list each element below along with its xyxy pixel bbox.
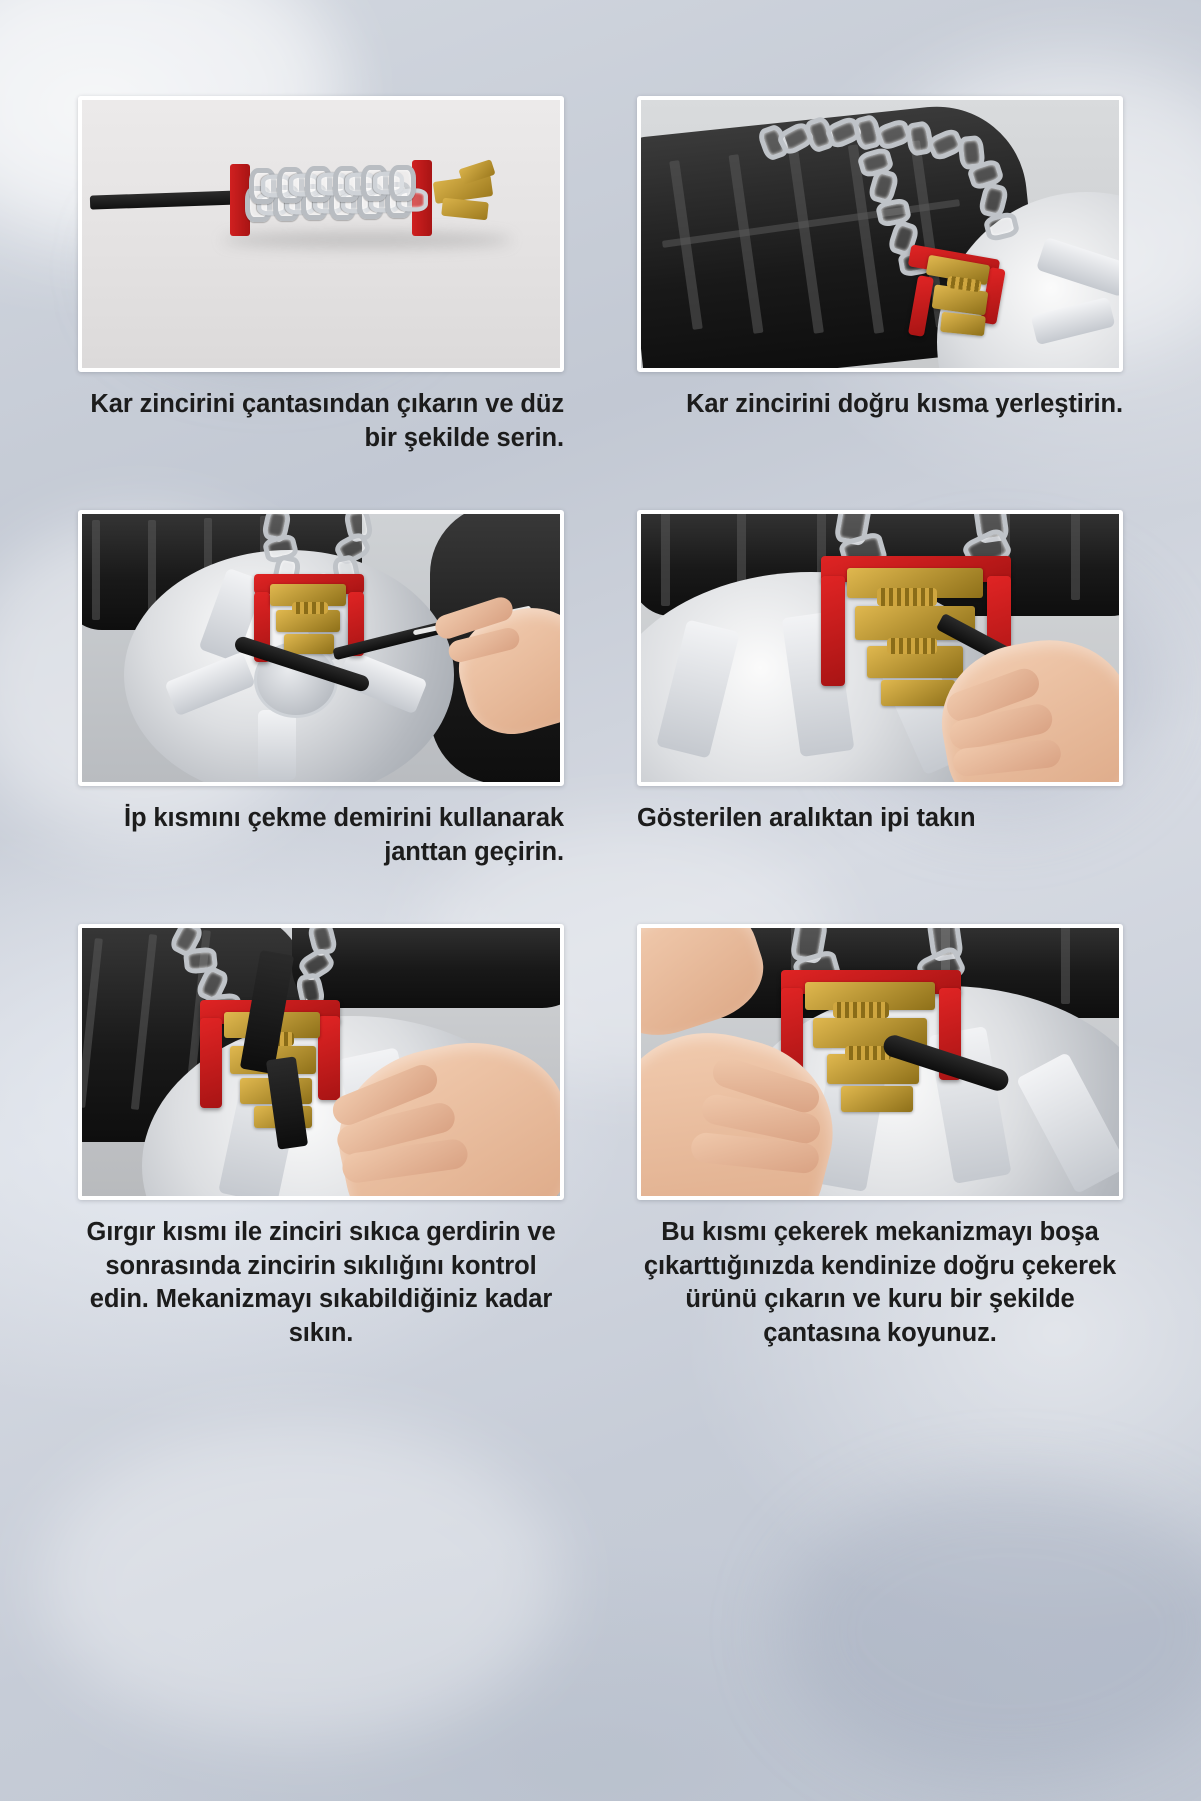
step-caption-3: İp kısmını çekme demirini kullanarak janttan geçirin.	[123, 803, 564, 866]
snow-chain-laid-flat-photo	[78, 96, 564, 372]
release-mechanism-photo	[637, 924, 1123, 1200]
step-card-1	[78, 96, 564, 456]
chain-links	[245, 172, 417, 230]
rope-through-rim-photo	[78, 510, 564, 786]
steps-row-3	[78, 924, 1123, 1352]
step-card-2	[637, 96, 1123, 422]
background-blob	[781, 1481, 1201, 1781]
step-card-5	[78, 924, 564, 1352]
step-caption-6: Bu kısmı çekerek mekanizmayı boşa çıkarttığınızda kendinize doğru çekerek ürünü çıkarın ve kuru bir şekilde çantasına koyunuz.	[643, 1217, 1117, 1348]
steps-row-1	[78, 96, 1123, 456]
background-blob	[40, 1421, 560, 1741]
step-card-3	[78, 510, 564, 870]
tighten-ratchet-photo	[78, 924, 564, 1200]
step-caption-2: Kar zincirini doğru kısma yerleştirin.	[686, 390, 1123, 418]
step-caption-4: Gösterilen aralıktan ipi takın	[637, 803, 976, 832]
step-card-6	[637, 924, 1123, 1352]
step-card-4	[637, 510, 1123, 836]
ratchet-mechanism	[430, 160, 502, 238]
step-caption-5: Gırgır kısmı ile zinciri sıkıca gerdirin ve sonrasında zincirin sıkılığını kontrol edin. Mekanizmayı sıkabildiğiniz kadar sıkın.	[86, 1217, 556, 1348]
insert-rope-in-gap-photo	[637, 510, 1123, 786]
step-caption-1: Kar zincirini çantasından çıkarın ve düz bir şekilde serin.	[90, 390, 564, 452]
steps-row-2	[78, 510, 1123, 870]
chain-placed-on-tyre-photo	[637, 96, 1123, 372]
